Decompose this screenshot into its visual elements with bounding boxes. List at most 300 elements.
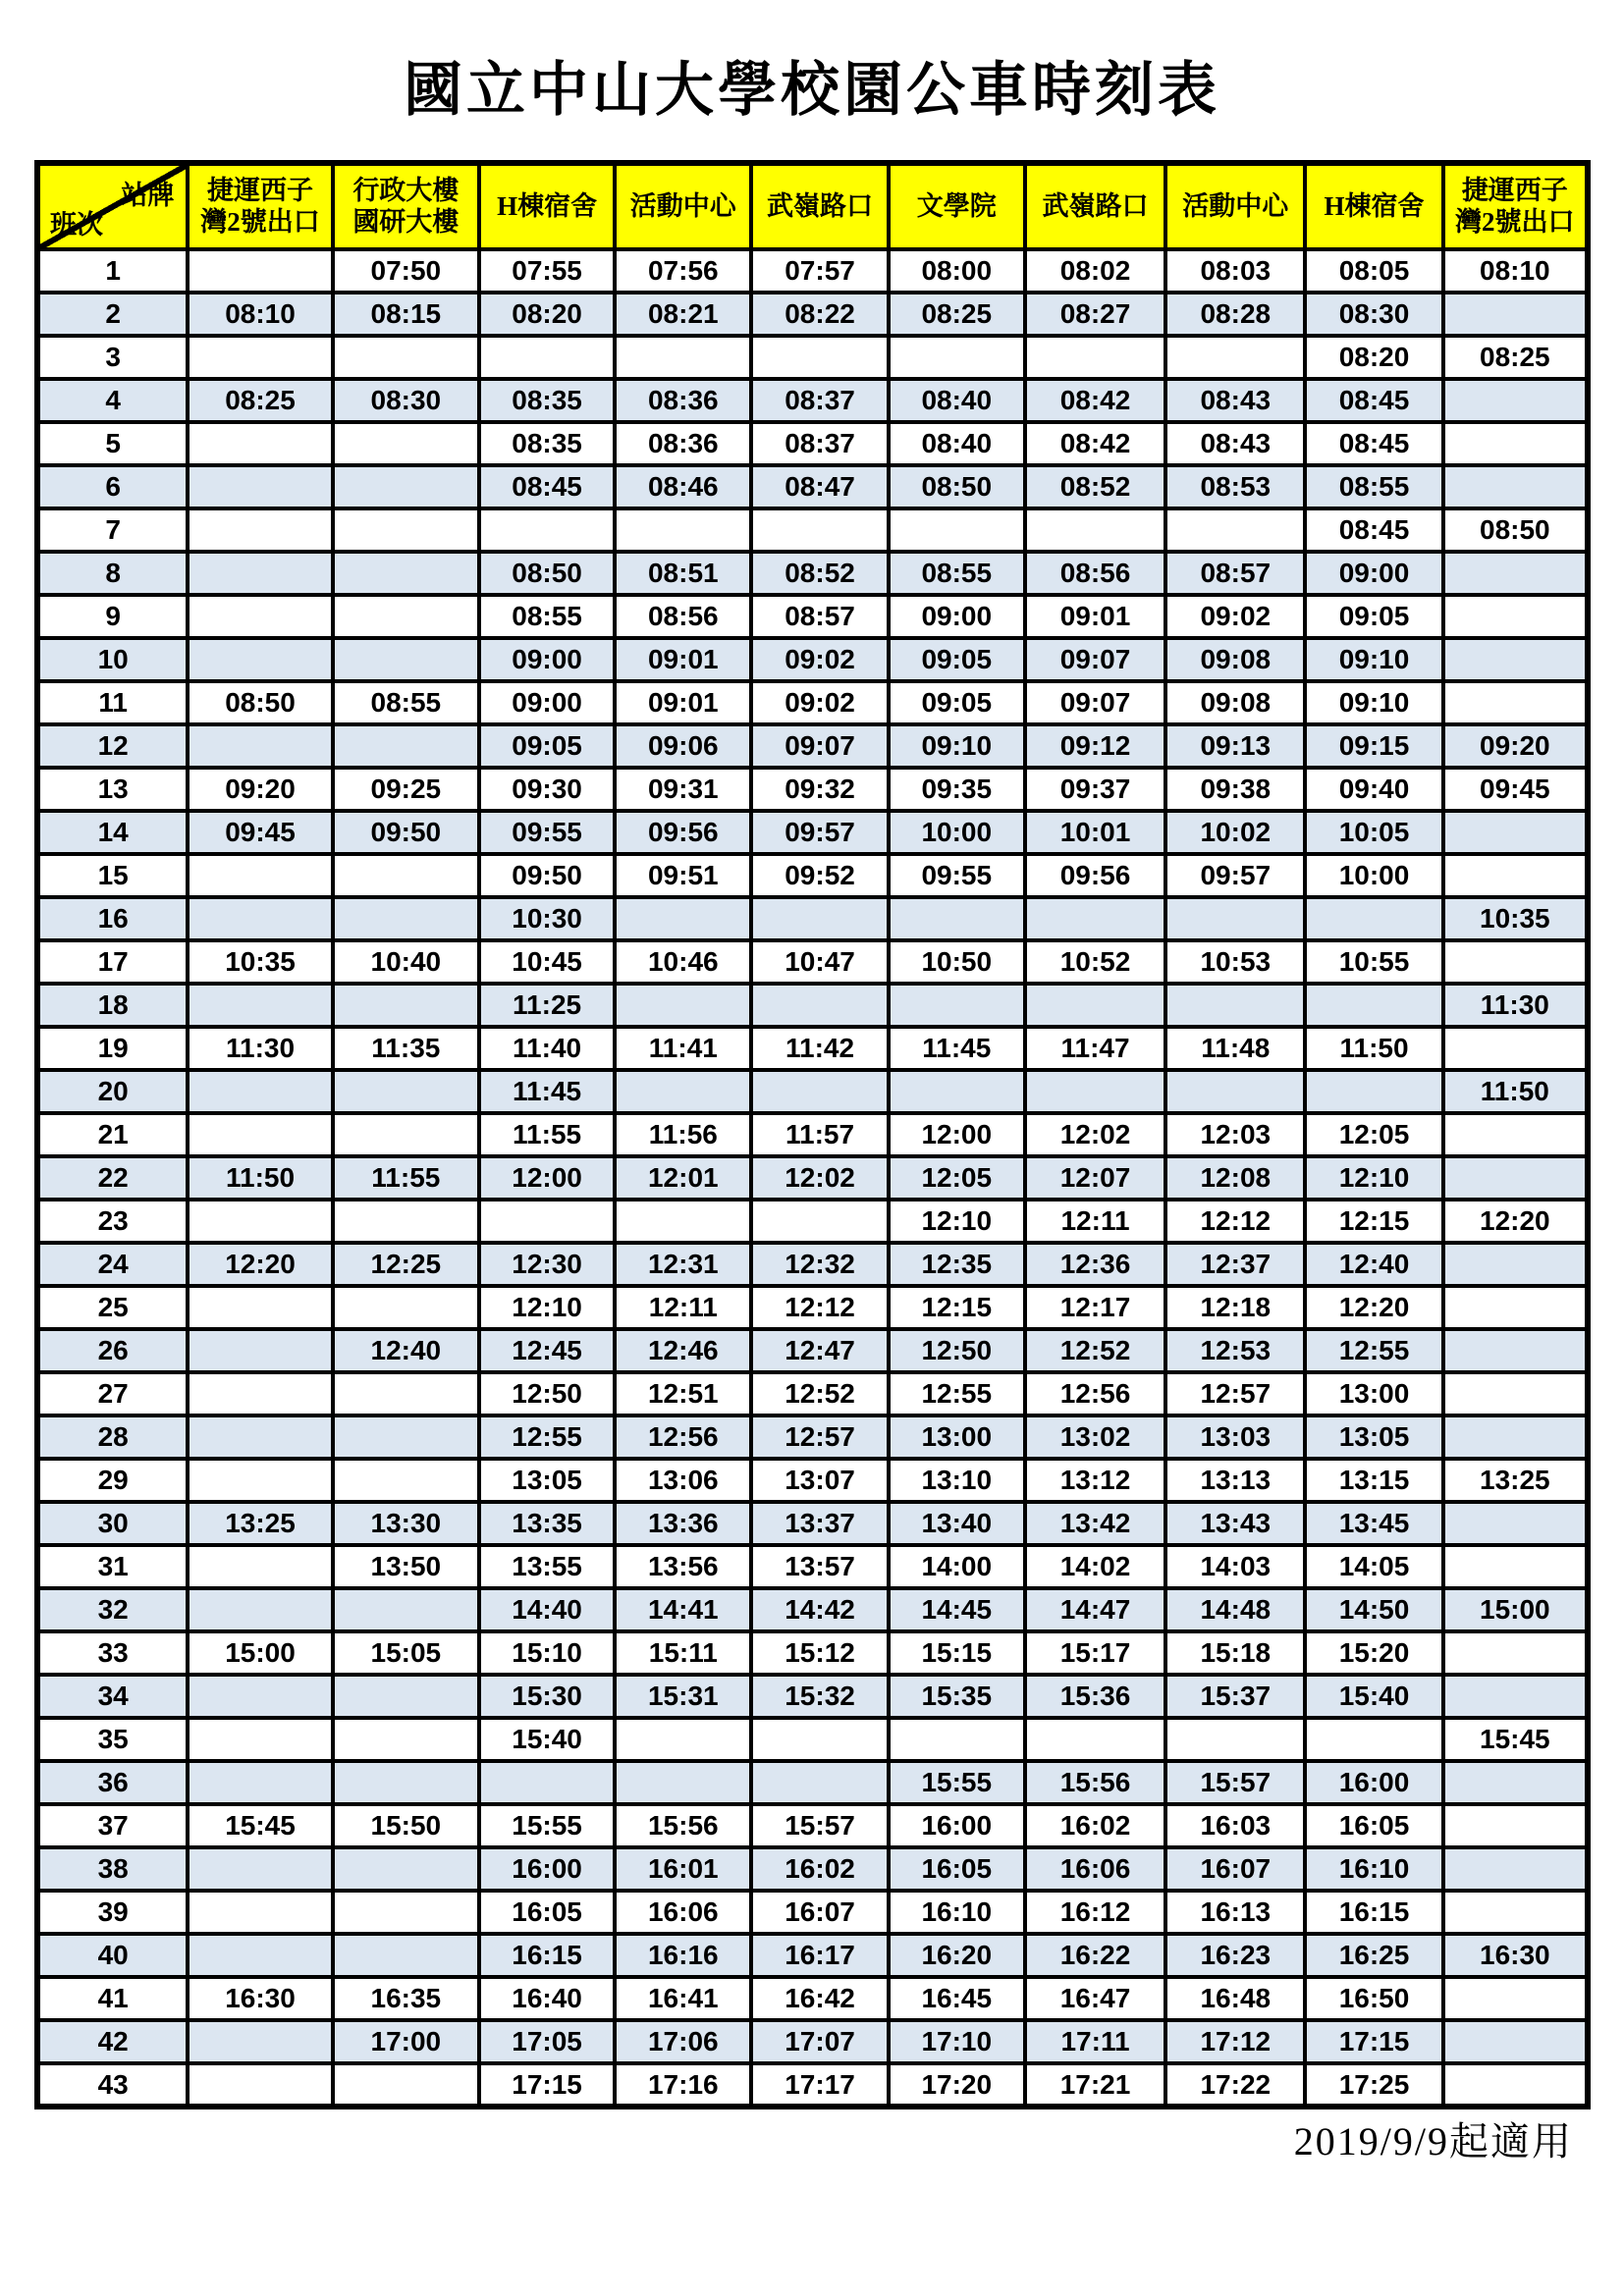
table-row — [37, 1286, 1588, 1329]
time-cell: 12:20 — [1443, 1200, 1588, 1243]
time-cell: 12:11 — [615, 1286, 751, 1329]
time-cell: 08:40 — [889, 422, 1025, 465]
trip-number: 21 — [37, 1113, 188, 1156]
time-cell: 08:56 — [1025, 552, 1165, 595]
time-cell — [333, 1415, 479, 1459]
time-cell: 16:15 — [1305, 1891, 1442, 1934]
time-cell — [1443, 293, 1588, 336]
time-cell: 14:03 — [1165, 1545, 1305, 1588]
time-cell: 09:05 — [889, 638, 1025, 681]
trip-number: 4 — [37, 379, 188, 422]
time-cell: 08:52 — [1025, 465, 1165, 508]
table-row — [37, 1329, 1588, 1372]
time-cell — [1165, 1718, 1305, 1761]
time-cell — [1443, 1502, 1588, 1545]
time-cell — [751, 1070, 888, 1113]
trip-number: 22 — [37, 1156, 188, 1200]
time-cell — [333, 1718, 479, 1761]
table-row — [37, 638, 1588, 681]
time-cell — [1443, 552, 1588, 595]
time-cell: 17:05 — [479, 2020, 615, 2063]
time-cell: 13:45 — [1305, 1502, 1442, 1545]
column-header-6: 文學院 — [889, 163, 1025, 249]
time-cell — [1025, 508, 1165, 552]
time-cell — [615, 897, 751, 940]
table-row — [37, 552, 1588, 595]
time-cell: 09:25 — [333, 768, 479, 811]
time-cell: 16:00 — [479, 1847, 615, 1891]
time-cell — [188, 1286, 332, 1329]
time-cell: 08:55 — [1305, 465, 1442, 508]
time-cell: 09:00 — [479, 681, 615, 724]
table-row — [37, 768, 1588, 811]
time-cell: 12:05 — [1305, 1113, 1442, 1156]
time-cell — [1305, 984, 1442, 1027]
table-row — [37, 1200, 1588, 1243]
time-cell: 09:02 — [751, 638, 888, 681]
time-cell: 13:57 — [751, 1545, 888, 1588]
time-cell: 16:47 — [1025, 1977, 1165, 2020]
time-cell: 13:05 — [1305, 1415, 1442, 1459]
time-cell: 16:20 — [889, 1934, 1025, 1977]
time-cell: 15:56 — [615, 1804, 751, 1847]
time-cell: 10:52 — [1025, 940, 1165, 984]
time-cell: 11:25 — [479, 984, 615, 1027]
time-cell: 11:35 — [333, 1027, 479, 1070]
time-cell: 13:25 — [188, 1502, 332, 1545]
time-cell: 12:36 — [1025, 1243, 1165, 1286]
trip-number: 20 — [37, 1070, 188, 1113]
table-row — [37, 293, 1588, 336]
trip-number: 17 — [37, 940, 188, 984]
time-cell: 09:13 — [1165, 724, 1305, 768]
table-row — [37, 724, 1588, 768]
time-cell: 16:06 — [1025, 1847, 1165, 1891]
time-cell: 15:00 — [1443, 1588, 1588, 1631]
time-cell: 16:22 — [1025, 1934, 1165, 1977]
time-cell: 09:57 — [751, 811, 888, 854]
time-cell — [1443, 1372, 1588, 1415]
time-cell: 08:55 — [889, 552, 1025, 595]
time-cell: 12:20 — [1305, 1286, 1442, 1329]
time-cell — [188, 1459, 332, 1502]
time-cell: 08:57 — [751, 595, 888, 638]
time-cell: 09:20 — [188, 768, 332, 811]
time-cell — [1443, 1761, 1588, 1804]
trip-number: 39 — [37, 1891, 188, 1934]
table-row — [37, 2063, 1588, 2107]
time-cell — [333, 1588, 479, 1631]
time-cell: 15:00 — [188, 1631, 332, 1675]
time-cell: 09:10 — [1305, 681, 1442, 724]
time-cell: 12:50 — [889, 1329, 1025, 1372]
time-cell — [333, 1286, 479, 1329]
table-row — [37, 854, 1588, 897]
time-cell: 09:05 — [889, 681, 1025, 724]
table-row — [37, 1977, 1588, 2020]
time-cell: 15:50 — [333, 1804, 479, 1847]
time-cell — [1443, 1675, 1588, 1718]
time-cell: 16:16 — [615, 1934, 751, 1977]
time-cell — [1443, 2020, 1588, 2063]
time-cell: 09:06 — [615, 724, 751, 768]
time-cell: 09:00 — [479, 638, 615, 681]
time-cell — [188, 1761, 332, 1804]
time-cell: 09:51 — [615, 854, 751, 897]
time-cell: 11:55 — [479, 1113, 615, 1156]
time-cell: 08:25 — [1443, 336, 1588, 379]
time-cell: 16:30 — [1443, 1934, 1588, 1977]
time-cell: 09:10 — [889, 724, 1025, 768]
time-cell: 16:13 — [1165, 1891, 1305, 1934]
table-row — [37, 1502, 1588, 1545]
time-cell: 09:37 — [1025, 768, 1165, 811]
time-cell: 13:55 — [479, 1545, 615, 1588]
time-cell — [333, 1891, 479, 1934]
time-cell: 16:17 — [751, 1934, 888, 1977]
trip-number: 30 — [37, 1502, 188, 1545]
time-cell: 17:15 — [1305, 2020, 1442, 2063]
time-cell: 09:07 — [1025, 638, 1165, 681]
time-cell — [1443, 1156, 1588, 1200]
time-cell: 08:55 — [479, 595, 615, 638]
time-cell: 14:40 — [479, 1588, 615, 1631]
time-cell: 11:55 — [333, 1156, 479, 1200]
time-cell: 13:56 — [615, 1545, 751, 1588]
time-cell — [333, 336, 479, 379]
time-cell: 13:00 — [1305, 1372, 1442, 1415]
time-cell: 16:41 — [615, 1977, 751, 2020]
time-cell: 12:01 — [615, 1156, 751, 1200]
time-cell: 11:45 — [889, 1027, 1025, 1070]
time-cell — [188, 1545, 332, 1588]
time-cell — [188, 1588, 332, 1631]
time-cell: 11:57 — [751, 1113, 888, 1156]
time-cell: 09:07 — [1025, 681, 1165, 724]
time-cell: 08:37 — [751, 379, 888, 422]
time-cell: 08:43 — [1165, 422, 1305, 465]
time-cell: 10:55 — [1305, 940, 1442, 984]
table-row — [37, 1545, 1588, 1588]
time-cell: 11:50 — [1443, 1070, 1588, 1113]
time-cell — [615, 984, 751, 1027]
time-cell: 13:36 — [615, 1502, 751, 1545]
column-header-9: H棟宿舍 — [1305, 163, 1442, 249]
time-cell — [1165, 897, 1305, 940]
time-cell: 09:45 — [1443, 768, 1588, 811]
trip-number: 11 — [37, 681, 188, 724]
time-cell — [1443, 811, 1588, 854]
time-cell — [1305, 897, 1442, 940]
time-cell: 16:12 — [1025, 1891, 1165, 1934]
time-cell: 13:50 — [333, 1545, 479, 1588]
time-cell — [188, 724, 332, 768]
time-cell: 16:50 — [1305, 1977, 1442, 2020]
time-cell: 11:56 — [615, 1113, 751, 1156]
time-cell: 13:05 — [479, 1459, 615, 1502]
time-cell — [1443, 1329, 1588, 1372]
time-cell: 08:25 — [889, 293, 1025, 336]
corner-header-cell — [37, 163, 188, 249]
time-cell — [188, 638, 332, 681]
time-cell: 13:12 — [1025, 1459, 1165, 1502]
time-cell: 12:10 — [889, 1200, 1025, 1243]
time-cell: 12:56 — [1025, 1372, 1165, 1415]
time-cell: 17:16 — [615, 2063, 751, 2107]
time-cell: 08:03 — [1165, 249, 1305, 293]
time-cell — [188, 854, 332, 897]
table-row — [37, 1156, 1588, 1200]
time-cell — [333, 1761, 479, 1804]
column-header-10: 捷運西子 灣2號出口 — [1443, 163, 1588, 249]
table-row — [37, 1070, 1588, 1113]
time-cell — [751, 897, 888, 940]
time-cell: 12:47 — [751, 1329, 888, 1372]
trip-number: 19 — [37, 1027, 188, 1070]
trip-number: 14 — [37, 811, 188, 854]
time-cell: 15:17 — [1025, 1631, 1165, 1675]
time-cell: 13:42 — [1025, 1502, 1165, 1545]
time-cell: 12:52 — [751, 1372, 888, 1415]
time-cell: 09:15 — [1305, 724, 1442, 768]
time-cell — [1025, 984, 1165, 1027]
time-cell: 15:12 — [751, 1631, 888, 1675]
time-cell — [889, 897, 1025, 940]
time-cell: 09:01 — [615, 638, 751, 681]
time-cell: 17:21 — [1025, 2063, 1165, 2107]
time-cell — [615, 336, 751, 379]
time-cell: 09:02 — [751, 681, 888, 724]
time-cell: 17:07 — [751, 2020, 888, 2063]
time-cell: 12:03 — [1165, 1113, 1305, 1156]
time-cell — [188, 465, 332, 508]
table-row — [37, 1761, 1588, 1804]
time-cell: 08:53 — [1165, 465, 1305, 508]
time-cell — [188, 1113, 332, 1156]
trip-number: 37 — [37, 1804, 188, 1847]
time-cell — [615, 1070, 751, 1113]
time-cell: 16:02 — [751, 1847, 888, 1891]
time-cell: 13:02 — [1025, 1415, 1165, 1459]
time-cell: 17:17 — [751, 2063, 888, 2107]
trip-number: 43 — [37, 2063, 188, 2107]
time-cell — [479, 1200, 615, 1243]
time-cell — [889, 336, 1025, 379]
time-cell: 09:05 — [1305, 595, 1442, 638]
time-cell: 09:40 — [1305, 768, 1442, 811]
time-cell — [333, 508, 479, 552]
time-cell — [479, 336, 615, 379]
table-row — [37, 940, 1588, 984]
time-cell: 16:10 — [889, 1891, 1025, 1934]
time-cell: 10:35 — [188, 940, 332, 984]
time-cell: 12:55 — [479, 1415, 615, 1459]
table-row — [37, 811, 1588, 854]
time-cell: 14:50 — [1305, 1588, 1442, 1631]
time-cell: 12:12 — [751, 1286, 888, 1329]
time-cell: 08:57 — [1165, 552, 1305, 595]
time-cell — [889, 1718, 1025, 1761]
time-cell: 16:40 — [479, 1977, 615, 2020]
time-cell: 17:10 — [889, 2020, 1025, 2063]
time-cell: 09:56 — [615, 811, 751, 854]
time-cell: 16:15 — [479, 1934, 615, 1977]
time-cell: 14:45 — [889, 1588, 1025, 1631]
time-cell — [1443, 1545, 1588, 1588]
table-row — [37, 1415, 1588, 1459]
time-cell: 12:37 — [1165, 1243, 1305, 1286]
trip-number: 24 — [37, 1243, 188, 1286]
time-cell — [1025, 1070, 1165, 1113]
time-cell — [1443, 1415, 1588, 1459]
time-cell: 12:17 — [1025, 1286, 1165, 1329]
time-cell: 09:10 — [1305, 638, 1442, 681]
time-cell: 08:10 — [1443, 249, 1588, 293]
time-cell: 15:32 — [751, 1675, 888, 1718]
trip-number: 25 — [37, 1286, 188, 1329]
time-cell: 14:47 — [1025, 1588, 1165, 1631]
table-row — [37, 422, 1588, 465]
time-cell — [751, 508, 888, 552]
time-cell: 17:12 — [1165, 2020, 1305, 2063]
time-cell — [1443, 595, 1588, 638]
trip-number: 42 — [37, 2020, 188, 2063]
time-cell: 12:10 — [1305, 1156, 1442, 1200]
time-cell — [1443, 1847, 1588, 1891]
time-cell — [188, 1934, 332, 1977]
trip-number: 40 — [37, 1934, 188, 1977]
time-cell — [333, 1459, 479, 1502]
time-cell: 13:15 — [1305, 1459, 1442, 1502]
table-row — [37, 1459, 1588, 1502]
time-cell — [188, 1329, 332, 1372]
time-cell: 15:40 — [479, 1718, 615, 1761]
time-cell: 15:56 — [1025, 1761, 1165, 1804]
time-cell: 12:30 — [479, 1243, 615, 1286]
table-row — [37, 1243, 1588, 1286]
time-cell: 16:23 — [1165, 1934, 1305, 1977]
time-cell — [1305, 1718, 1442, 1761]
time-cell: 08:36 — [615, 422, 751, 465]
time-cell — [479, 1761, 615, 1804]
time-cell — [1443, 681, 1588, 724]
time-cell — [1443, 1977, 1588, 2020]
time-cell: 10:46 — [615, 940, 751, 984]
time-cell — [1305, 1070, 1442, 1113]
time-cell: 09:35 — [889, 768, 1025, 811]
time-cell: 08:56 — [615, 595, 751, 638]
time-cell: 15:30 — [479, 1675, 615, 1718]
time-cell: 17:06 — [615, 2020, 751, 2063]
time-cell — [333, 1113, 479, 1156]
time-cell: 08:50 — [1443, 508, 1588, 552]
time-cell: 12:46 — [615, 1329, 751, 1372]
table-row — [37, 1675, 1588, 1718]
time-cell: 08:45 — [1305, 379, 1442, 422]
time-cell — [333, 724, 479, 768]
time-cell: 08:46 — [615, 465, 751, 508]
time-cell: 09:52 — [751, 854, 888, 897]
column-header-2: 行政大樓 國研大樓 — [333, 163, 479, 249]
time-cell — [333, 595, 479, 638]
time-cell: 16:06 — [615, 1891, 751, 1934]
trip-number: 7 — [37, 508, 188, 552]
time-cell: 12:20 — [188, 1243, 332, 1286]
time-cell: 09:55 — [889, 854, 1025, 897]
time-cell — [1443, 422, 1588, 465]
time-cell: 13:40 — [889, 1502, 1025, 1545]
time-cell: 12:08 — [1165, 1156, 1305, 1200]
trip-number: 3 — [37, 336, 188, 379]
column-header-3: H棟宿舍 — [479, 163, 615, 249]
time-cell — [333, 854, 479, 897]
time-cell: 09:55 — [479, 811, 615, 854]
time-cell: 13:37 — [751, 1502, 888, 1545]
time-cell: 13:30 — [333, 1502, 479, 1545]
time-cell: 11:30 — [188, 1027, 332, 1070]
time-cell: 08:45 — [1305, 422, 1442, 465]
time-cell: 08:52 — [751, 552, 888, 595]
table-row — [37, 1372, 1588, 1415]
time-cell: 14:48 — [1165, 1588, 1305, 1631]
time-cell: 08:42 — [1025, 379, 1165, 422]
time-cell: 09:32 — [751, 768, 888, 811]
time-cell — [1025, 1718, 1165, 1761]
column-header-7: 武嶺路口 — [1025, 163, 1165, 249]
table-row — [37, 1631, 1588, 1675]
time-cell — [333, 1200, 479, 1243]
trip-number: 38 — [37, 1847, 188, 1891]
time-cell: 16:07 — [751, 1891, 888, 1934]
time-cell — [751, 1761, 888, 1804]
table-row — [37, 508, 1588, 552]
header-row — [37, 163, 1588, 249]
table-row — [37, 1588, 1588, 1631]
time-cell: 09:01 — [1025, 595, 1165, 638]
time-cell — [188, 1200, 332, 1243]
time-cell — [1443, 1804, 1588, 1847]
time-cell: 13:10 — [889, 1459, 1025, 1502]
trip-number: 5 — [37, 422, 188, 465]
time-cell: 07:50 — [333, 249, 479, 293]
time-cell — [1165, 984, 1305, 1027]
time-cell: 08:27 — [1025, 293, 1165, 336]
time-cell — [188, 422, 332, 465]
time-cell — [1165, 336, 1305, 379]
time-cell: 13:00 — [889, 1415, 1025, 1459]
column-header-5: 武嶺路口 — [751, 163, 888, 249]
trip-number: 8 — [37, 552, 188, 595]
time-cell: 15:57 — [1165, 1761, 1305, 1804]
time-cell: 14:02 — [1025, 1545, 1165, 1588]
time-cell — [188, 1415, 332, 1459]
time-cell — [333, 1070, 479, 1113]
time-cell: 08:30 — [1305, 293, 1442, 336]
time-cell — [1443, 1113, 1588, 1156]
table-row — [37, 1891, 1588, 1934]
time-cell: 12:18 — [1165, 1286, 1305, 1329]
time-cell — [333, 1675, 479, 1718]
table-row — [37, 984, 1588, 1027]
time-cell — [615, 1200, 751, 1243]
time-cell: 07:57 — [751, 249, 888, 293]
time-cell — [1443, 1243, 1588, 1286]
time-cell — [333, 638, 479, 681]
time-cell — [1443, 1286, 1588, 1329]
time-cell — [751, 336, 888, 379]
table-row — [37, 1934, 1588, 1977]
time-cell: 13:43 — [1165, 1502, 1305, 1545]
